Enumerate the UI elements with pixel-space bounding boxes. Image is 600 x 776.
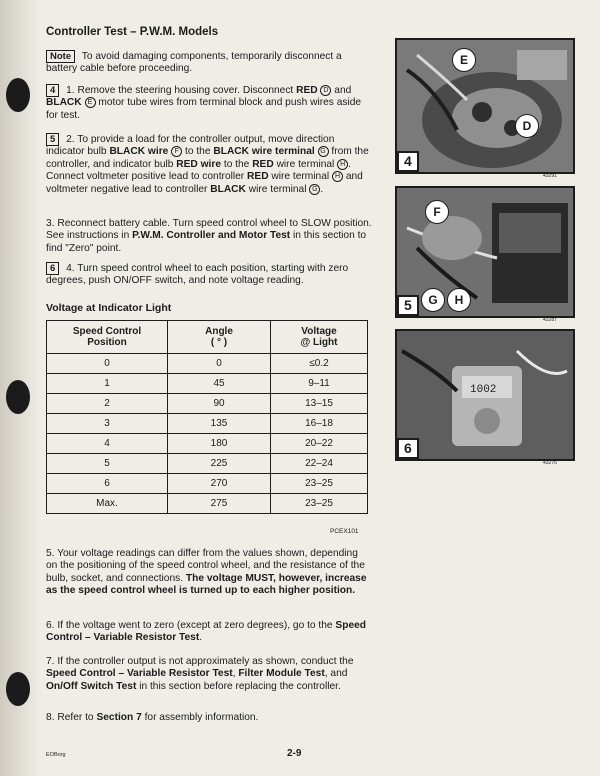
column-header: Angle ( ° ) (168, 321, 271, 354)
table-row: 0 0 ≤0.2 (47, 354, 368, 374)
callout-ref: E (85, 97, 96, 108)
step-7: 7. If the controller output is not approximately as shown, conduct the Speed Control – Variable Resistor Test, Filter Module Test, and On/Off Switch Test in this section before replacing the controller. (46, 656, 354, 692)
photo-4-image (397, 40, 573, 172)
photo-6-image (397, 331, 573, 459)
photo-5 (395, 186, 575, 318)
photo-number: 6 (397, 438, 419, 459)
table-row: 5 225 22–24 (47, 454, 368, 474)
footer-label: EOBorg (46, 752, 66, 758)
column-header: Speed Control Position (47, 321, 168, 354)
binder-hole (6, 380, 30, 414)
table-header-row (47, 321, 368, 354)
photo-6 (395, 329, 575, 461)
meter-readout: 1002 (470, 384, 497, 396)
step-6: 6. If the voltage went to zero (except at zero degrees), go to the Speed Control – Variable Resistor Test. (46, 620, 366, 644)
table-row: 1 45 9–11 (47, 374, 368, 394)
callout-e: E (452, 48, 476, 72)
callout-d: D (515, 114, 539, 138)
photo-code: 43276 (543, 460, 557, 466)
photo-number: 4 (397, 151, 419, 172)
callout-g: G (421, 288, 445, 312)
table-row: 2 90 13–15 (47, 394, 368, 414)
binder-hole (6, 78, 30, 112)
section-title: Controller Test – P.W.M. Models (46, 26, 219, 38)
note-paragraph (46, 50, 372, 76)
table-row: Max. 275 23–25 (47, 494, 368, 514)
photo-code: 43291 (543, 173, 557, 179)
step-1: 4 1. Remove the steering housing cover. Disconnect RED D and BLACK E motor tube wires from terminal block and push wires aside for test. (46, 85, 362, 121)
table-row: 4 180 20–22 (47, 434, 368, 454)
photo-4 (395, 38, 575, 174)
step-5: 5. Your voltage readings can differ from the values shown, depending on the positioning of the speed control wheel, and the resistance of the bulb, socket, and connections. The voltage MUST, however, increase as the speed control wheel is turned up to each higher position. (46, 548, 367, 596)
table-row: 3 135 16–18 (47, 414, 368, 434)
step-2: 5 2. To provide a load for the controller output, move direction indicator bulb BLACK wire F to the BLACK wire terminal G from the controller, and indicator bulb RED wire to the RED wire terminal H . Connect voltmeter positive lead to controller RED wire terminal H and voltmeter negative lead to controller BLACK wire terminal G . (46, 134, 369, 195)
note-text: To avoid damaging components, temporarily disconnect a battery cable before proceeding. (46, 51, 342, 75)
photo-ref: 6 (46, 262, 59, 275)
callout-ref: G (309, 184, 320, 195)
column-header: Voltage @ Light (271, 321, 368, 354)
callout-ref: D (320, 85, 331, 96)
photo-ref: 5 (46, 133, 59, 146)
callout-ref: G (318, 146, 329, 157)
photo-code: 43287 (543, 317, 557, 323)
callout-h: H (447, 288, 471, 312)
binder-hole (6, 672, 30, 706)
voltage-table (46, 320, 368, 514)
photo-ref: 4 (46, 84, 59, 97)
table-code: PCEX101 (330, 528, 359, 535)
table-row: 6 270 23–25 (47, 474, 368, 494)
photo-number: 5 (397, 295, 419, 316)
step-4: 6 4. Turn speed control wheel to each position, starting with zero degrees, push ON/OFF switch, and note voltage reading. (46, 263, 349, 287)
callout-ref: H (337, 159, 348, 170)
table-heading: Voltage at Indicator Light (46, 302, 172, 314)
callout-f: F (425, 200, 449, 224)
callout-ref: H (332, 171, 343, 182)
page-number: 2-9 (287, 748, 302, 759)
step-3: 3. Reconnect battery cable. Turn speed control wheel to SLOW position. See instructions in P.W.M. Controller and Motor Test in this section to find "Zero" point. (46, 218, 372, 254)
note-label: Note (46, 50, 75, 63)
step-8: 8. Refer to Section 7 for assembly information. (46, 712, 259, 723)
callout-ref: F (171, 146, 182, 157)
